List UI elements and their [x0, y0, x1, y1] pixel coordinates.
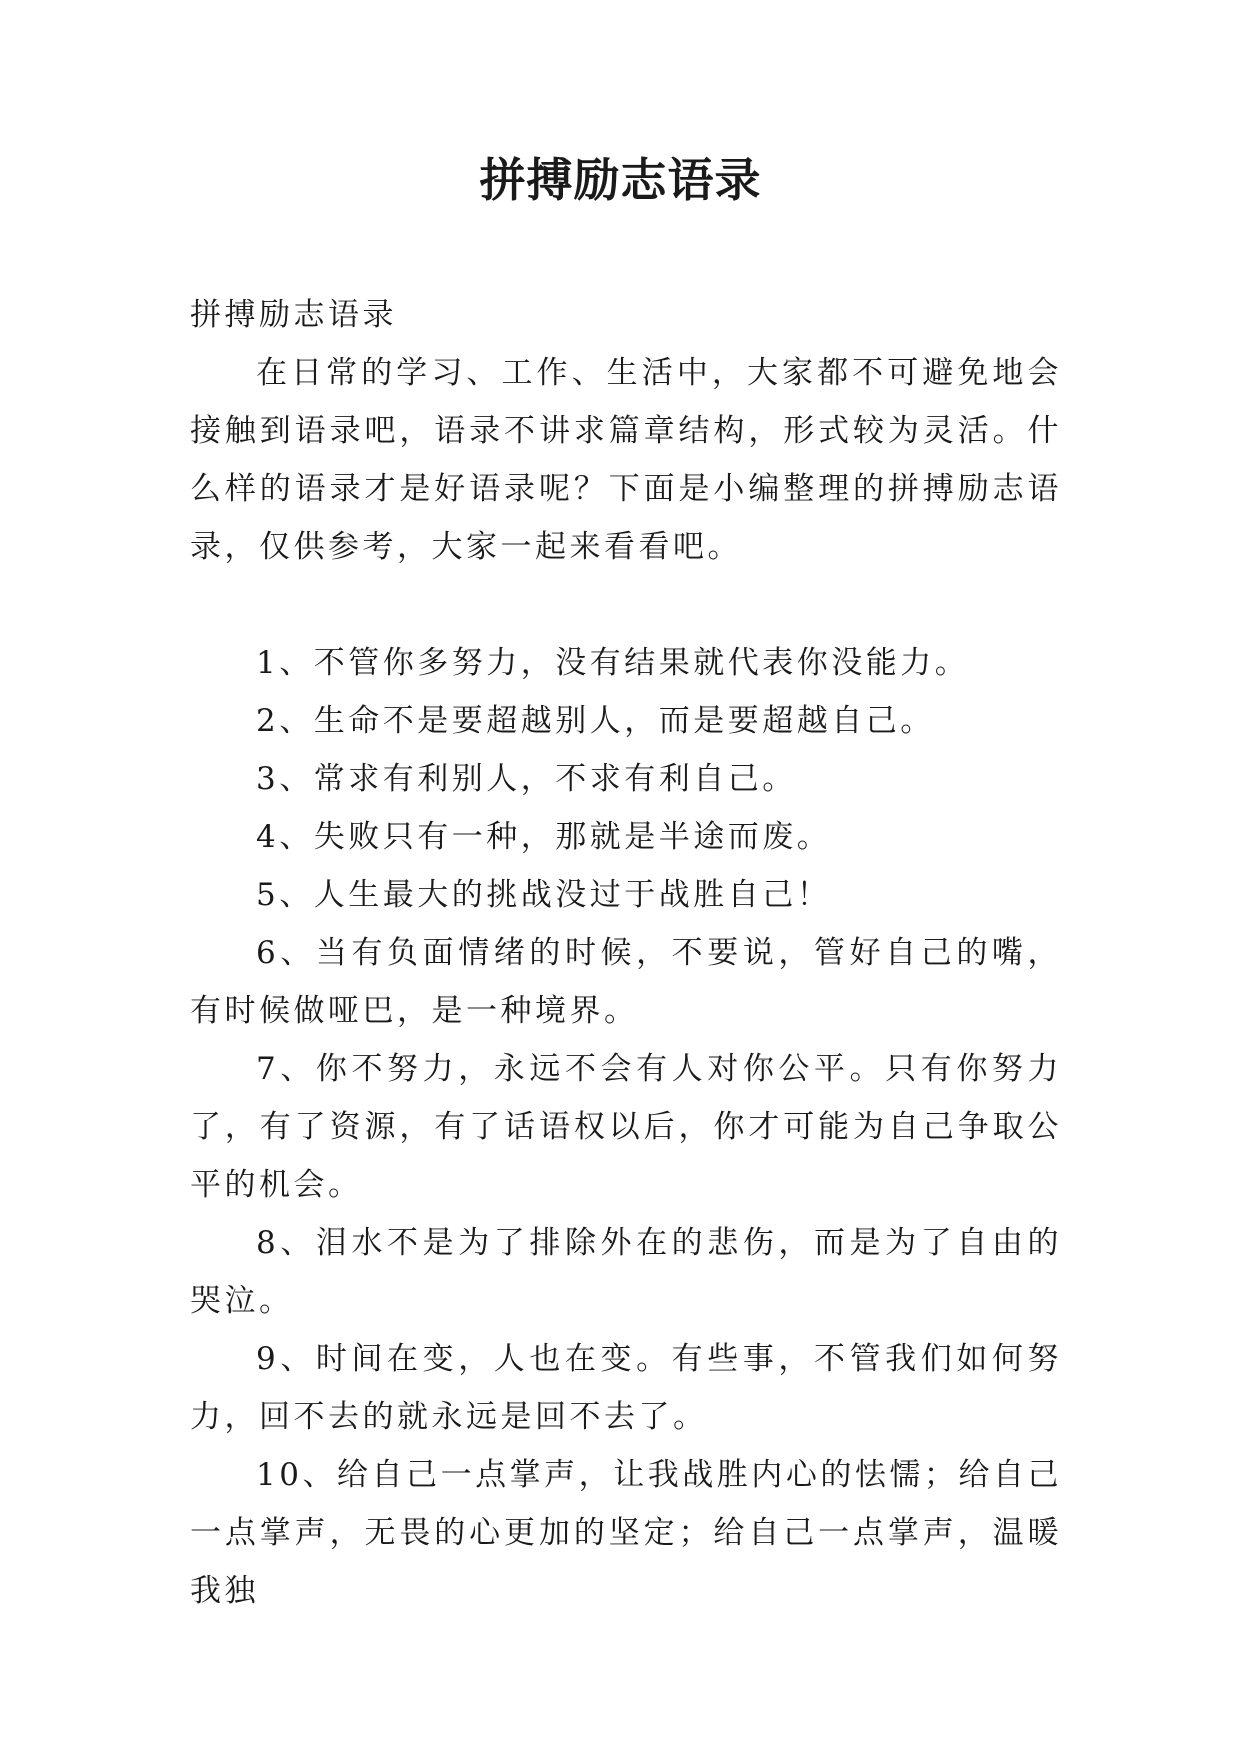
document-subtitle: 拼搏励志语录 [190, 297, 397, 333]
quote-item-1: 1、不管你多努力，没有结果就代表你没能力。 [256, 645, 970, 681]
quote-item-6: 6、当有负面情绪的时候，不要说，管好自己的嘴，有时候做哑巴，是一种境界。 [190, 935, 1062, 1029]
quote-item-3: 3、常求有利别人，不求有利自己。 [256, 761, 797, 797]
intro-paragraph: 在日常的学习、工作、生活中，大家都不可避免地会接触到语录吧，语录不讲求篇章结构，形式较为灵活。什么样的语录才是好语录呢？下面是小编整理的拼搏励志语录，仅供参考，大家一起来看看吧。 [190, 355, 1062, 565]
paragraph-spacer [190, 576, 1062, 634]
quote-item-2: 2、生命不是要超越别人，而是要超越自己。 [256, 703, 935, 739]
document-body [190, 286, 1062, 1620]
document-title: 拼搏励志语录 [479, 153, 762, 207]
quote-item-4: 4、失败只有一种，那就是半途而废。 [256, 819, 832, 855]
quote-item-5: 5、人生最大的挑战没过于战胜自己！ [256, 877, 832, 913]
quote-item-9: 9、时间在变，人也在变。有些事，不管我们如何努力，回不去的就永远是回不去了。 [190, 1341, 1062, 1435]
quote-item-10: 10、给自己一点掌声，让我战胜内心的怯懦；给自己一点掌声，无畏的心更加的坚定；给自己一点掌声，温暖我独 [190, 1457, 1062, 1609]
quote-item-7: 7、你不努力，永远不会有人对你公平。只有你努力了，有了资源，有了话语权以后，你才可能为自己争取公平的机会。 [190, 1051, 1062, 1203]
quote-item-8: 8、泪水不是为了排除外在的悲伤，而是为了自由的哭泣。 [190, 1225, 1062, 1319]
